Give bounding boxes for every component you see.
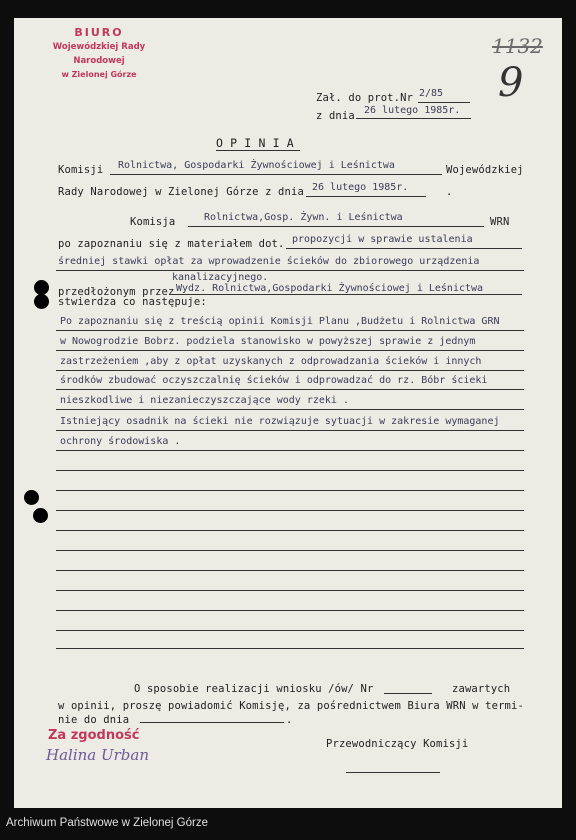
opinion-rule-6 — [56, 430, 524, 431]
przedlozonym-label: przedłożonym przez — [58, 286, 175, 298]
date-line — [356, 118, 471, 119]
komisji-suffix: Wojewódzkiej — [446, 164, 524, 176]
komisja-name: Rolnictwa,Gosp. Żywn. i Leśnictwa — [204, 212, 403, 223]
komisji-name: Rolnictwa, Gospodarki Żywnościowej i Leśnictwa — [118, 160, 395, 171]
komisji-line — [110, 174, 442, 175]
realizacja-text: O sposobie realizacji wniosku /ów/ Nr — [134, 683, 374, 695]
empty-rule — [56, 648, 524, 649]
rady-end: . — [446, 186, 453, 198]
empty-rule — [56, 630, 524, 631]
empty-rule — [56, 610, 524, 611]
rady-date-line — [306, 196, 426, 197]
wniosek-nr-line — [384, 693, 432, 694]
material-line-3: kanalizacyjnego. — [172, 272, 269, 283]
binder-hole — [34, 294, 49, 309]
rady-label: Rady Narodowej w Zielonej Górze z dnia — [58, 186, 304, 198]
zal-label: Zał. do prot.Nr — [316, 92, 414, 104]
przedlozonym-rule — [170, 294, 522, 295]
office-stamp — [30, 26, 168, 88]
prot-nr-line — [418, 102, 470, 103]
termin-label: nie do dnia — [58, 714, 130, 726]
opinion-line-7: ochrony środowiska . — [60, 436, 181, 447]
handwritten-signature: Halina Urban — [46, 746, 150, 764]
komisja-line — [188, 226, 484, 227]
handwritten-number: 9 — [498, 60, 524, 106]
termin-end: . — [286, 714, 293, 726]
material-rule-2 — [56, 270, 524, 271]
binder-hole — [24, 490, 39, 505]
komisja-label: Komisja — [130, 216, 176, 228]
signature-line — [346, 772, 440, 773]
powiadomic-text: w opinii, proszę powiadomić Komisję, za pośrednictwem Biura WRN w termi- — [58, 700, 524, 712]
empty-rule — [56, 470, 524, 471]
opinion-rule-3 — [56, 370, 524, 371]
archive-caption: Archiwum Państwowe w Zielonej Górze — [6, 817, 208, 829]
stamp-line-3: w Zielonej Górze — [61, 70, 137, 79]
prot-nr: 2/85 — [419, 88, 444, 99]
title-underline — [216, 150, 300, 151]
handwritten-number-crossed: 1132 — [492, 34, 543, 58]
opinion-line-1: Po zapoznaniu się z treścią opinii Komisji Planu ,Budżetu i Rolnictwa GRN — [60, 316, 500, 327]
opinion-line-6: Istniejący osadnik na ścieki nie rozwiązuje sytuacji w zakresie wymaganej — [60, 416, 500, 427]
binder-hole — [34, 280, 49, 295]
termin-line — [140, 722, 284, 723]
stwierdza-label: stwierdza co następuje: — [58, 296, 207, 308]
empty-rule — [56, 570, 524, 571]
opinion-rule-7 — [56, 450, 524, 451]
komisji-label: Komisji — [58, 164, 104, 176]
za-zgodnosc-stamp: Za zgodność — [48, 728, 140, 743]
opinion-line-2: w Nowogrodzie Bobrz. podziela stanowisko w powyższej sprawie z jednym — [60, 336, 476, 347]
przedlozonym-value: Wydz. Rolnictwa,Gospodarki Żywnościowej i Leśnictwa — [176, 283, 484, 294]
empty-rule — [56, 490, 524, 491]
opinion-rule-2 — [56, 350, 524, 351]
page-title: O P I N I A — [216, 136, 294, 150]
material-line-2: średniej stawki opłat za wprowadzenie ścieków do zbiorowego urządzenia — [58, 256, 480, 267]
opinion-line-3: zastrzeżeniem ,aby z opłat uzyskanych z odprowadzania ścieków i innych — [60, 356, 482, 367]
przewodniczacy-label: Przewodniczący Komisji — [326, 738, 469, 750]
material-label: po zapoznaniu się z materiałem dot. — [58, 238, 285, 250]
komisja-suffix: WRN — [490, 216, 510, 228]
opinion-line-5: nieszkodliwe i niezanieczyszczające wody rzeki . — [60, 395, 349, 406]
empty-rule — [56, 590, 524, 591]
opinion-line-4: środków zbudować oczyszczalnię ścieków i odprowadzać do rz. Bóbr ścieki — [60, 375, 488, 386]
stamp-line-2: Wojewódzkiej Rady Narodowej — [52, 42, 146, 66]
opinion-rule-4 — [56, 389, 524, 390]
rady-date: 26 lutego 1985r. — [312, 182, 409, 193]
date-value: 26 lutego 1985r. — [364, 105, 461, 116]
empty-rule — [56, 530, 524, 531]
stamp-line-1: BIURO — [74, 26, 124, 39]
opinion-rule-5 — [56, 409, 524, 410]
binder-hole — [33, 508, 48, 523]
material-line-1: propozycji w sprawie ustalenia — [292, 234, 473, 245]
empty-rule — [56, 550, 524, 551]
empty-rule — [56, 510, 524, 511]
zawartych-text: zawartych — [452, 683, 511, 695]
material-rule-1 — [286, 248, 522, 249]
opinion-rule-1 — [56, 330, 524, 331]
date-label: z dnia — [316, 110, 355, 122]
